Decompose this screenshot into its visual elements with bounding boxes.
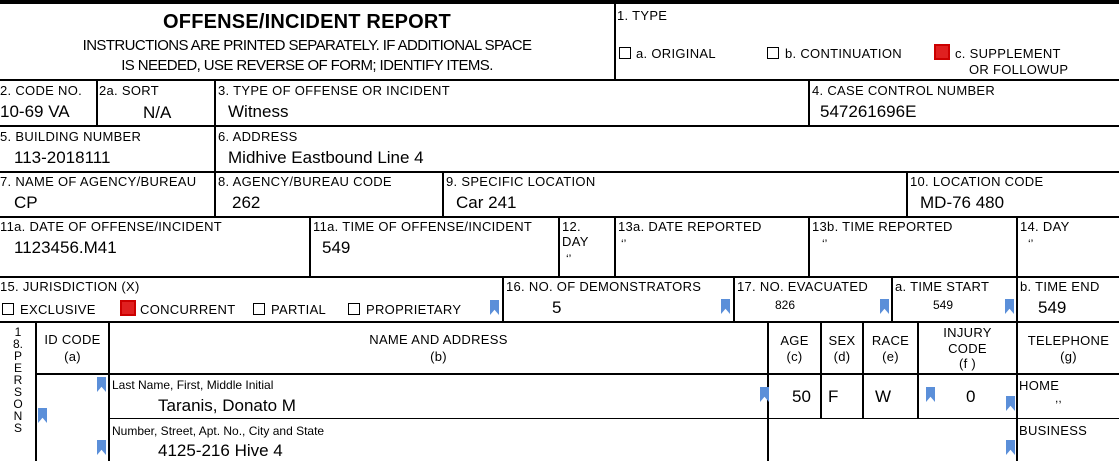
rule-row7: [35, 373, 1119, 375]
type-supplement-label: c. SUPPLEMENT: [955, 46, 1061, 61]
address-sublabel: Number, Street, Apt. No., City and State: [112, 424, 325, 438]
jurisdiction-partial-checkbox[interactable]: [253, 303, 265, 315]
col-race: RACE: [871, 333, 910, 348]
rule-row3: [0, 171, 1119, 173]
rule-v-col3: [214, 79, 216, 216]
time-start-field[interactable]: 549: [933, 298, 954, 312]
col-injury: INJURY: [943, 325, 992, 340]
jurisdiction-concurrent-label: CONCURRENT: [140, 302, 236, 317]
time-start-label: a. TIME START: [895, 279, 990, 294]
rule-v-loc: [442, 171, 444, 216]
time-reported-field[interactable]: ‘’: [822, 237, 828, 251]
field-marker-icon: [1005, 299, 1014, 314]
col-injury-sub: (f ): [958, 356, 977, 371]
form-title: OFFENSE/INCIDENT REPORT: [163, 11, 451, 33]
rule-v-type: [614, 4, 616, 79]
top-border: [0, 0, 1119, 4]
case-control-field[interactable]: 547261696E: [820, 102, 917, 121]
persons-vertical-char: O: [13, 397, 23, 411]
rule-v-time13: [808, 216, 810, 276]
jurisdiction-partial-label: PARTIAL: [271, 302, 327, 317]
location-code-label: 10. LOCATION CODE: [910, 174, 1044, 189]
field-marker-icon: [926, 387, 935, 402]
specific-location-label: 9. SPECIFIC LOCATION: [446, 174, 596, 189]
instructions-line-2: IS NEEDED, USE REVERSE OF FORM; IDENTIFY ITEMS.: [121, 57, 493, 74]
jurisdiction-proprietary-checkbox[interactable]: [348, 303, 360, 315]
persons-vertical-char: 1: [14, 325, 22, 339]
rule-row8b: [1016, 418, 1119, 419]
col-sex: SEX: [828, 333, 856, 348]
rule-row8: [108, 418, 1119, 419]
sex-field[interactable]: F: [828, 387, 839, 406]
time-offense-label: 11a. TIME OF OFFENSE/INCIDENT: [313, 219, 533, 234]
jurisdiction-exclusive-label: EXCLUSIVE: [20, 302, 96, 317]
code-no-field[interactable]: 10-69 VA: [0, 102, 70, 121]
jurisdiction-concurrent-checkbox[interactable]: [120, 300, 136, 316]
home-phone-field[interactable]: ,,: [1055, 391, 1062, 405]
rule-row1: [0, 79, 1119, 81]
persons-vertical-char: E: [13, 361, 22, 375]
type-of-offense-field[interactable]: Witness: [228, 102, 289, 121]
sort-label: 2a. SORT: [99, 83, 159, 98]
col-telephone-sub: (g): [1060, 349, 1077, 364]
type-label: 1. TYPE: [617, 8, 668, 23]
persons-vertical-char: N: [13, 409, 23, 423]
type-supplement-checkbox[interactable]: [934, 44, 950, 60]
rule-v-17: [733, 276, 735, 321]
field-marker-icon: [97, 377, 106, 392]
specific-location-field[interactable]: Car 241: [456, 193, 517, 212]
name-sublabel: Last Name, First, Middle Initial: [112, 378, 274, 392]
day12-label: 12.: [562, 219, 581, 234]
type-of-offense-label: 3. TYPE OF OFFENSE OR INCIDENT: [218, 83, 450, 98]
day14-field[interactable]: ‘’: [1028, 237, 1034, 251]
day14-label: 14. DAY: [1020, 219, 1070, 234]
time-offense-field[interactable]: 549: [322, 238, 351, 257]
agency-code-field[interactable]: 262: [232, 193, 261, 212]
jurisdiction-label: 15. JURISDICTION (X): [0, 279, 140, 294]
rule-v-day12: [558, 216, 560, 276]
rule-v-sort: [96, 79, 98, 125]
rule-v-start: [891, 276, 893, 321]
instructions-line-1: INSTRUCTIONS ARE PRINTED SEPARATELY. IF ADDITIONAL SPACE: [82, 37, 532, 54]
injury-code-field[interactable]: 0: [966, 387, 976, 406]
col-age: AGE: [780, 333, 809, 348]
address-field[interactable]: Midhive Eastbound Line 4: [228, 148, 424, 167]
rule-v-16: [502, 276, 504, 321]
col-sex-sub: (d): [833, 349, 851, 364]
col-id-code-sub: (a): [64, 349, 81, 364]
field-marker-icon: [38, 408, 47, 423]
business-phone-label: BUSINESS: [1019, 423, 1088, 438]
rule-row6: [0, 321, 1119, 323]
evacuated-label: 17. NO. EVACUATED: [737, 279, 869, 294]
location-code-field[interactable]: MD-76 480: [920, 193, 1005, 212]
col-id-code: ID CODE: [44, 332, 101, 347]
col-name-address: NAME AND ADDRESS: [369, 332, 508, 347]
field-marker-icon: [1006, 440, 1015, 455]
jurisdiction-proprietary-label: PROPRIETARY: [366, 302, 462, 317]
type-original-checkbox[interactable]: [619, 47, 631, 59]
field-marker-icon: [760, 387, 769, 402]
building-number-label: 5. BUILDING NUMBER: [0, 129, 142, 144]
persons-vertical-char: 8.: [12, 337, 23, 351]
age-field[interactable]: 50: [792, 387, 811, 406]
address-label: 6. ADDRESS: [218, 129, 298, 144]
rule-v-case: [808, 79, 810, 125]
field-marker-icon: [97, 440, 106, 455]
date-offense-label: 11a. DATE OF OFFENSE/INCIDENT: [0, 219, 223, 234]
race-field[interactable]: W: [875, 387, 892, 406]
col-race-sub: (e): [882, 349, 899, 364]
rule-v-time11: [309, 216, 311, 276]
col-age-sub: (c): [786, 349, 803, 364]
time-end-field[interactable]: 549: [1038, 298, 1067, 317]
persons-vertical-char: R: [13, 373, 23, 387]
code-no-label: 2. CODE NO.: [0, 83, 83, 98]
field-marker-icon: [1006, 396, 1015, 411]
person-address-field[interactable]: 4125-216 Hive 4: [158, 441, 283, 460]
building-number-field[interactable]: 113-2018111: [14, 148, 111, 167]
col-telephone: TELEPHONE: [1027, 333, 1110, 348]
rule-row5: [0, 276, 1119, 278]
date-reported-label: 13a. DATE REPORTED: [618, 219, 762, 234]
agency-name-field[interactable]: CP: [14, 193, 38, 212]
jurisdiction-exclusive-checkbox[interactable]: [2, 303, 14, 315]
day12-field[interactable]: ‘’: [566, 252, 572, 266]
rule-row2: [0, 125, 1119, 127]
col-injury-2: CODE: [948, 341, 987, 356]
demonstrators-field[interactable]: 5: [552, 298, 562, 317]
type-continuation-label: b. CONTINUATION: [785, 46, 902, 61]
rule-v-date13: [614, 216, 616, 276]
person-name-field[interactable]: Taranis, Donato M: [158, 396, 296, 415]
date-reported-field[interactable]: ‘’: [621, 237, 627, 251]
rule-v-loccode: [906, 171, 908, 216]
agency-name-label: 7. NAME OF AGENCY/BUREAU: [0, 174, 197, 189]
agency-code-label: 8. AGENCY/BUREAU CODE: [218, 174, 392, 189]
type-continuation-checkbox[interactable]: [767, 47, 779, 59]
field-marker-icon: [721, 299, 730, 314]
type-supplement-label-2: OR FOLLOWUP: [969, 62, 1069, 77]
field-marker-icon: [490, 300, 499, 315]
field-marker-icon: [880, 299, 889, 314]
day12-label-2: DAY: [562, 234, 589, 249]
col-name-address-sub: (b): [430, 349, 447, 364]
case-control-label: 4. CASE CONTROL NUMBER: [812, 83, 996, 98]
persons-vertical-char: S: [13, 421, 22, 435]
evacuated-field[interactable]: 826: [775, 298, 796, 312]
sort-field[interactable]: N/A: [143, 103, 172, 122]
date-offense-field[interactable]: 1123456.M41: [14, 238, 117, 257]
persons-vertical-char: S: [13, 385, 22, 399]
time-end-label: b. TIME END: [1020, 279, 1100, 294]
rule-v-day14: [1016, 216, 1018, 276]
persons-section-label: [11, 326, 25, 434]
home-phone-label: HOME: [1019, 378, 1060, 393]
type-original-label: a. ORIGINAL: [636, 46, 716, 61]
persons-vertical-char: P: [13, 349, 22, 363]
rule-v-end: [1016, 276, 1018, 321]
demonstrators-label: 16. NO. OF DEMONSTRATORS: [506, 279, 702, 294]
time-reported-label: 13b. TIME REPORTED: [812, 219, 953, 234]
